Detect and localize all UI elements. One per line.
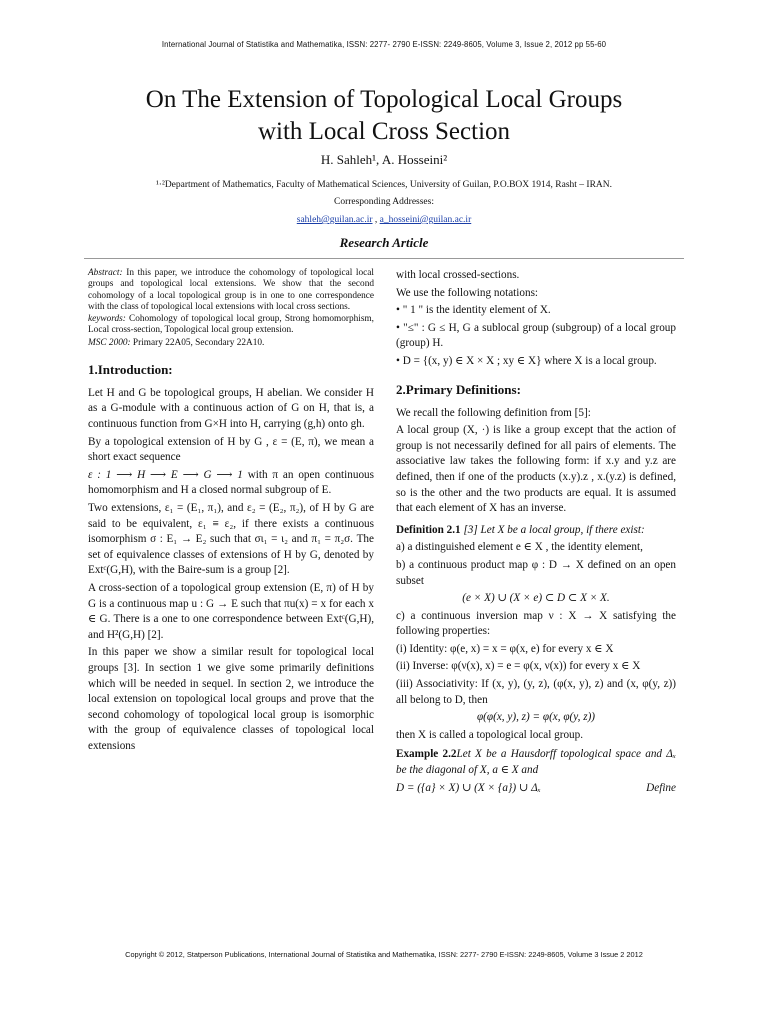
definition-intro: [3] Let X be a local group, if there exist:: [460, 523, 645, 536]
left-column: [88, 268, 374, 757]
paper-title: [40, 84, 728, 148]
associativity-math: φ(φ(x, y), z) = φ(x, φ(y, z)): [476, 711, 596, 724]
page-footer: Copyright © 2012, Statperson Publications, International Journal of Statistika and Mathematika, ISSN: 2277- 2790 E-ISSN: 2249-8605, Volume 3 Issue 2 2012: [125, 950, 643, 959]
definitions-intro: We recall the following definition from [5]:: [396, 406, 591, 419]
email-link-2[interactable]: a_hosseini@guilan.ac.ir: [379, 215, 472, 225]
journal-header: International Journal of Statistika and Mathematika, ISSN: 2277- 2790 E-ISSN: 2249-8605, Volume 3, Issue 2, 2012 pp 55-60: [161, 40, 607, 49]
definition-label: Definition 2.1: [396, 523, 461, 536]
keywords-text: Cohomology of topological local group, Strong homomorphism, Local cross-section, Topological local group extension.: [88, 313, 374, 336]
definition-item-b: b) a continuous product map φ : D → X defined on an open subset: [396, 558, 676, 587]
example-math: D = ({a} × X) ∪ (X × {a}) ∪ Δₓ: [396, 781, 541, 794]
emails: [0, 215, 768, 225]
corresponding-label: Corresponding Addresses:: [333, 197, 434, 207]
notation-bullet-2: • "≤" : G ≤ H, G a sublocal group (subgroup) of a local group (group) H.: [396, 321, 676, 350]
exact-sequence: [88, 468, 374, 499]
msc-label: MSC 2000:: [88, 338, 131, 349]
intro-paragraph-1: Let H and G be topological groups, H abelian. We consider H as a G-module with a continuous action of G on H, that is, a continuous function from G×H into H, carrying (g,h) onto gh.: [88, 386, 374, 431]
intro-paragraph-2b: with π an open continuous homomorphism and H a closed normal subgroup of E.: [88, 468, 374, 497]
email-separator: ,: [372, 215, 380, 225]
notations-block: [396, 268, 676, 370]
local-group-definition: A local group (X, ·) is like a group except that the action of group is not necessarily defined for all pairs of elements. The associative law takes the following form: if x.y and y.z are defined, then if one of the products (x.y).z , x.(y.z) is defined, so is the other and the two products are equal. It is assumed that each element of X has an inverse.: [396, 424, 676, 515]
right-column: [396, 268, 676, 798]
title-line-1: On The Extension of Topological Local Groups: [145, 86, 623, 113]
article-type: Research Article: [339, 235, 429, 250]
exact-sequence-math: ε : 1 ⟶ H ⟶ E ⟶ G ⟶ 1: [88, 468, 243, 481]
section-1-heading: 1.Introduction:: [88, 361, 173, 377]
definition-item-a: a) a distinguished element e ∈ X , the identity element,: [396, 541, 643, 554]
abstract: [88, 268, 374, 336]
definition-item-c: c) a continuous inversion map ν : X → X satisfying the following properties:: [396, 609, 676, 638]
title-line-2: with Local Cross Section: [257, 118, 511, 145]
definition-conclusion: then X is called a topological local group.: [396, 728, 584, 741]
msc: [88, 338, 374, 349]
example-text: Let X be a Hausdorff topological space and Δₓ be the diagonal of X, a ∈ X and: [396, 748, 677, 777]
definition-2-1: [396, 523, 676, 539]
example-math-line: [396, 781, 676, 797]
email-link-1[interactable]: sahleh@guilan.ac.ir: [296, 215, 373, 225]
property-associativity: (iii) Associativity: If (x, y), (y, z), (φ(x, y), z) and (x, φ(y, z)) all belong to D, then: [396, 678, 676, 706]
example-define: Define: [646, 781, 676, 794]
section-2-heading: 2.Primary Definitions:: [396, 381, 521, 397]
intro-paragraph-4: A cross-section of a topological group extension (E, π) of H by G is a continuous map u : G → E such that πu(x) = x for each x ∈ G. There is a one to one correspondence between Extᶜ(G,H), and H²(G,H) [2].: [88, 581, 374, 641]
abstract-text: In this paper, we introduce the cohomology of topological local groups and topological local extensions. We show that the second cohomology of a local topological group is in one to one correspondence with the class of topological local extensions with local cross sections.: [88, 268, 374, 313]
section-1-body: [88, 386, 374, 755]
msc-text: Primary 22A05, Secondary 22A10.: [130, 338, 265, 349]
header-divider: [84, 258, 684, 259]
property-identity: (i) Identity: φ(e, x) = x = φ(x, e) for every x ∈ X: [396, 642, 614, 655]
intro-paragraph-3: Two extensions, ε₁ = (E₁, π₁), and ε₂ = (E₂, π₂), of H by G are said to be equivalent, ε₁ ≡ ε₂, if there exists a continuous isomorphism σ : E₁ → E₂ such that σι₁ = ι₂ and π₁ = π₂σ. The set of equivalence classes of extensions of H by G, denoted by Extᶜ(G,H), with the Baire-sum is a group [2].: [88, 502, 374, 577]
abstract-label: Abstract:: [88, 268, 123, 278]
authors: H. Sahleh¹, A. Hosseini²: [320, 152, 448, 167]
section-2-body: [396, 406, 676, 797]
notation-bullet-1: • " 1 " is the identity element of X.: [396, 304, 551, 317]
intro-paragraph-5: In this paper we show a similar result for topological local groups [3]. In section 1 we give some primarily definitions which will be needed in sequel. In section 2, we introduce the local extension on topological local groups and prove that the second cohomology of topological local group is isomorphic with the group of equivalence classes of topological local extensions: [88, 646, 374, 752]
example-2-2: [396, 747, 676, 778]
notation-bullet-3: • D = {(x, y) ∈ X × X ; xy ∈ X} where X is a local group.: [396, 354, 657, 367]
property-inverse: (ii) Inverse: φ(ν(x), x) = e = φ(x, ν(x)) for every x ∈ X: [396, 660, 641, 673]
continuation-text: with local crossed-sections.: [396, 269, 520, 281]
intro-paragraph-2: By a topological extension of H by G , ε = (E, π), we mean a short exact sequence: [88, 435, 374, 464]
affiliation: ¹·²Department of Mathematics, Faculty of Mathematical Sciences, University of Guilan, P.O.BOX 1914, Rasht – IRAN.: [155, 180, 613, 190]
notations-intro: We use the following notations:: [396, 286, 539, 299]
example-label: Example 2.2: [396, 748, 457, 761]
definition-item-b-math: (e × X) ∪ (X × e) ⊂ D ⊂ X × X.: [462, 592, 610, 605]
keywords-label: keywords:: [88, 313, 126, 324]
